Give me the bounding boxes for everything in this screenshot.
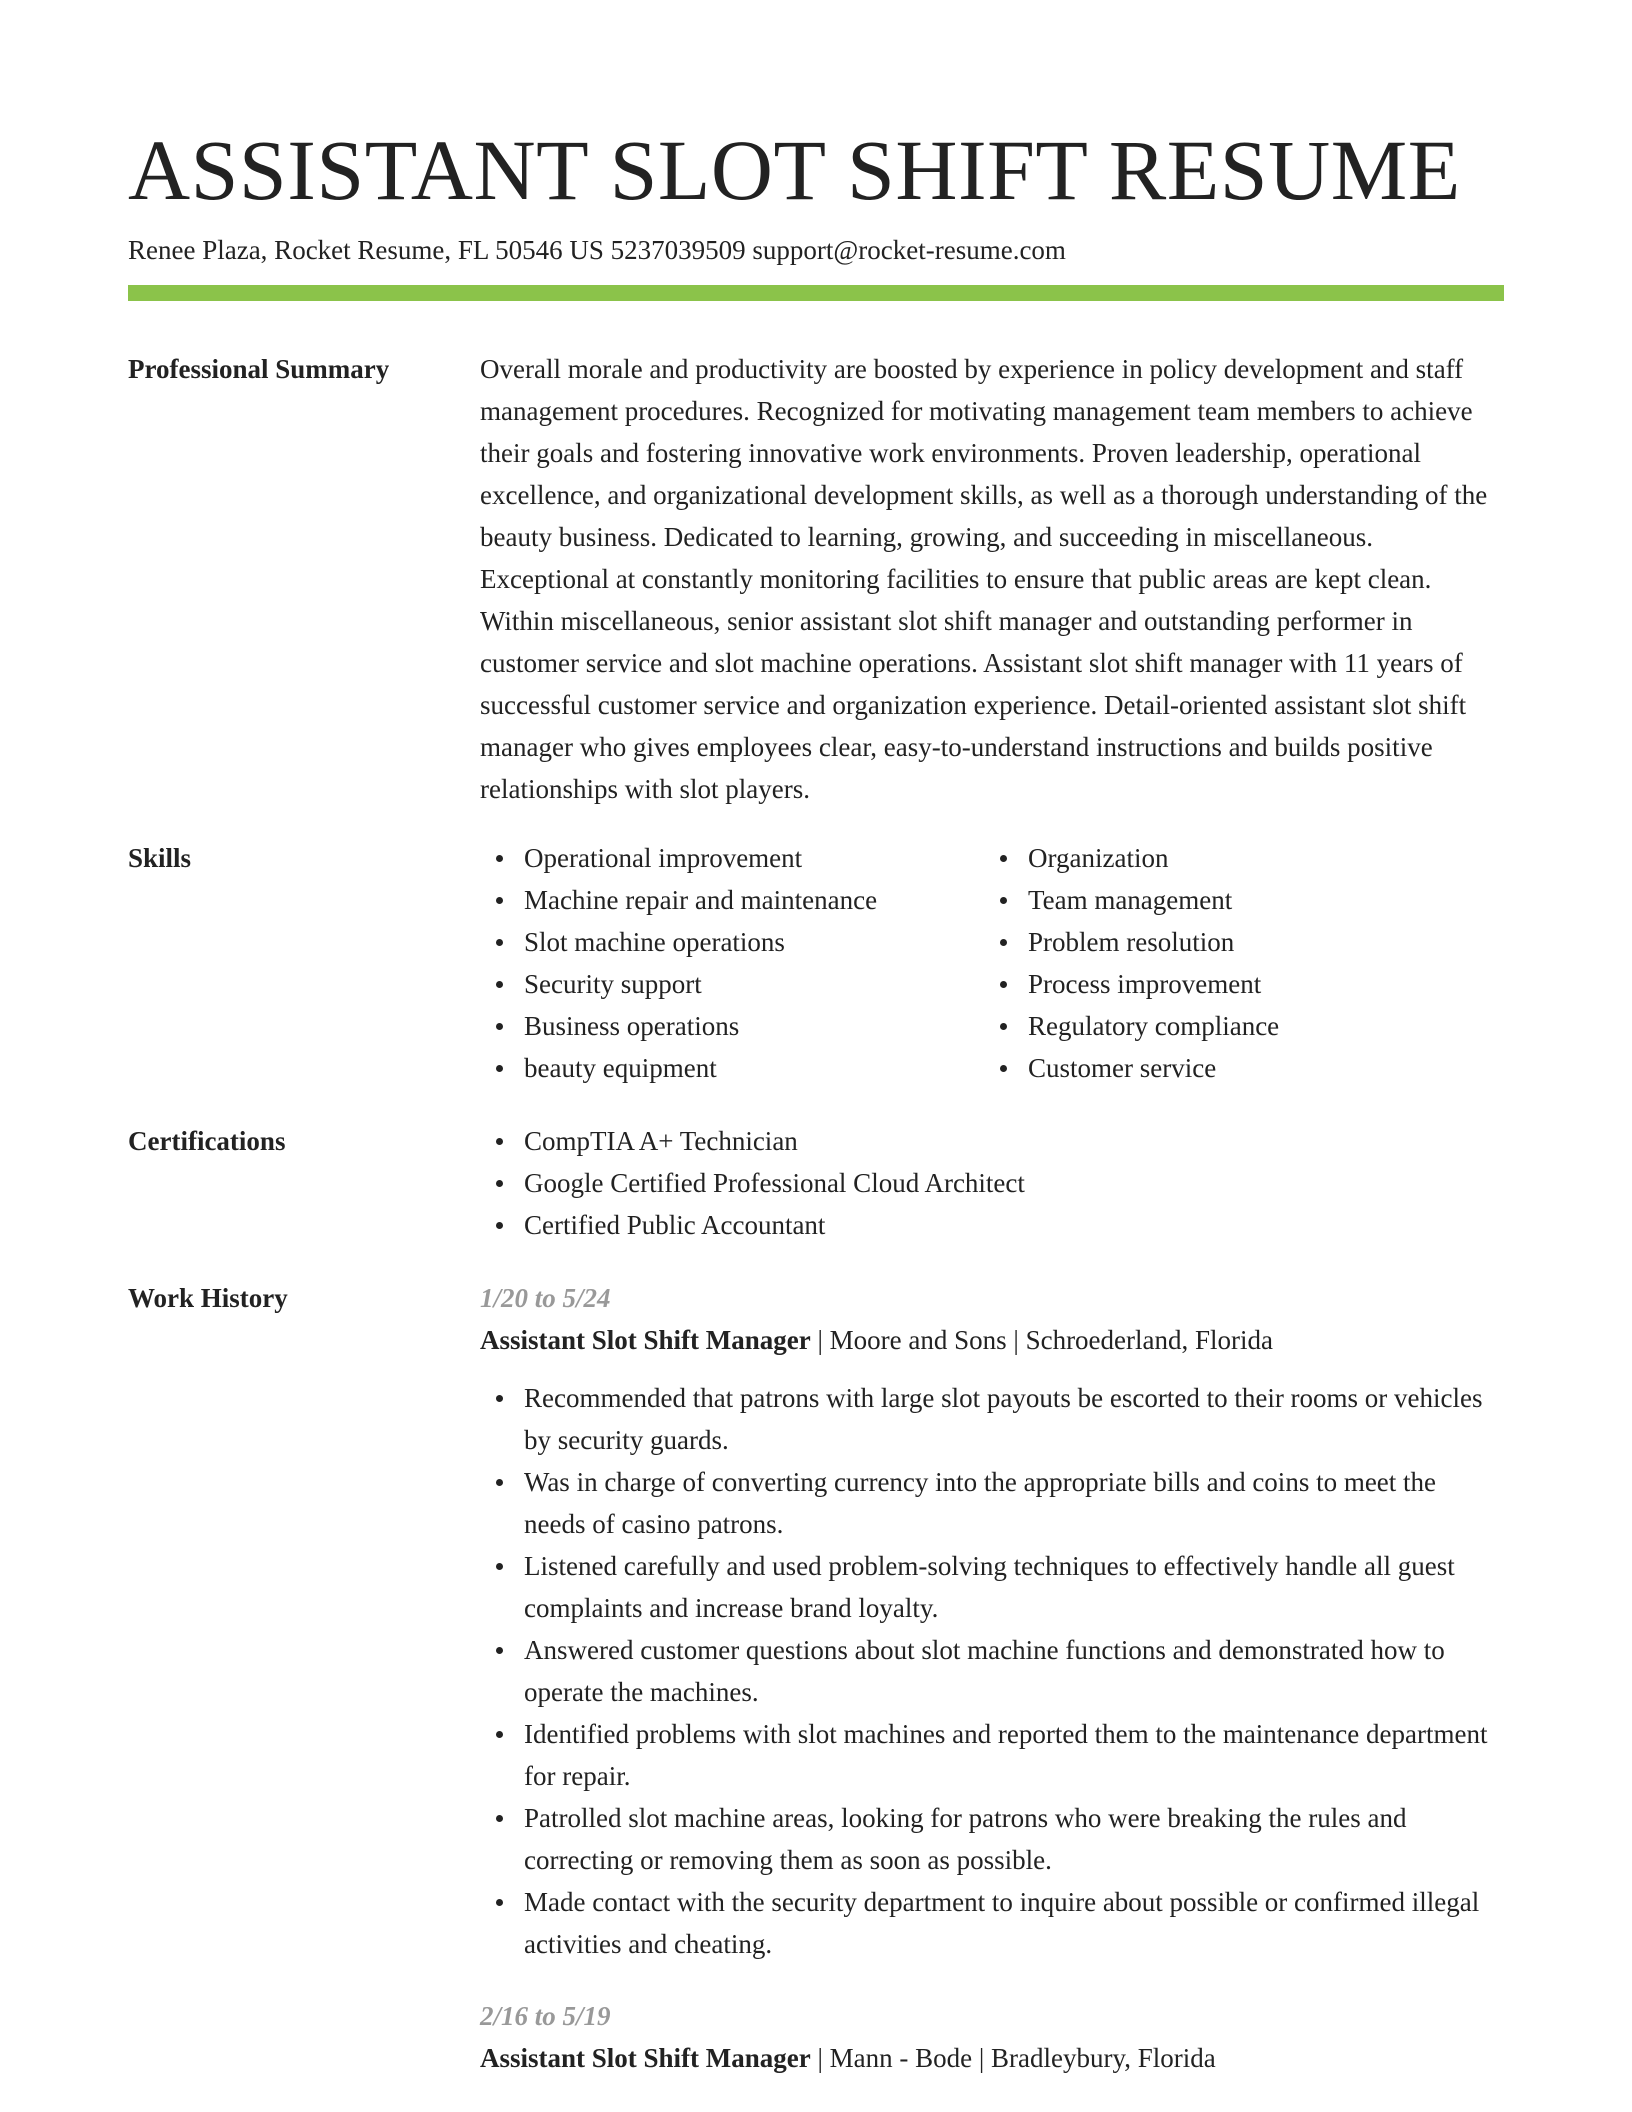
job-title: Assistant Slot Shift Manager [480, 2043, 811, 2073]
work-history-section [480, 1277, 1504, 2079]
summary-text: Overall morale and productivity are boosted by experience in policy development and staff management procedures. Recognized for motivating management team members to achieve their goals and fostering innovative work environments. Proven leadership, operational excellence, and organizational development skills, as well as a thorough understanding of the beauty business. Dedicated to learning, growing, and succeeding in miscellaneous. Exceptional at constantly monitoring facilities to ensure that public areas are kept clean. Within miscellaneous, senior assistant slot shift manager and outstanding performer in customer service and slot machine operations. Assistant slot shift manager with 11 years of successful customer service and organization experience. Detail-oriented assistant slot shift manager who gives employees clear, easy-to-understand instructions and builds positive relationships with slot players. [480, 354, 1488, 804]
certification-item: Certified Public Accountant [480, 1204, 1504, 1246]
skill-item: Problem resolution [984, 921, 1484, 963]
skills-label: Skills [128, 843, 192, 873]
certifications-list [480, 1120, 1504, 1246]
skill-item: Security support [480, 963, 980, 1005]
work-history-label: Work History [128, 1283, 288, 1313]
skill-item: Organization [984, 837, 1484, 879]
job-employer-location: | Mann - Bode | Bradleybury, Florida [810, 2043, 1216, 2073]
job-bullet: Answered customer questions about slot machine functions and demonstrated how to operate the machines. [480, 1629, 1504, 1713]
skill-item: Operational improvement [480, 837, 980, 879]
skills-list-left [480, 837, 980, 1089]
job-bullets [480, 1377, 1504, 1965]
job-entry [480, 1995, 1504, 2079]
job-bullet: Was in charge of converting currency into the appropriate bills and coins to meet the needs of casino patrons. [480, 1461, 1504, 1545]
job-heading [480, 2037, 1504, 2079]
skill-item: Machine repair and maintenance [480, 879, 980, 921]
resume-title: ASSISTANT SLOT SHIFT RESUME [128, 122, 1461, 218]
certification-item: Google Certified Professional Cloud Architect [480, 1162, 1504, 1204]
job-employer-location: | Moore and Sons | Schroederland, Florida [810, 1325, 1273, 1355]
job-dates: 1/20 to 5/24 [480, 1283, 611, 1313]
job-bullet: Identified problems with slot machines and reported them to the maintenance department for repair. [480, 1713, 1504, 1797]
skill-item: Customer service [984, 1047, 1484, 1089]
skill-item: Process improvement [984, 963, 1484, 1005]
job-title: Assistant Slot Shift Manager [480, 1325, 811, 1355]
skill-item: Slot machine operations [480, 921, 980, 963]
contact-line: Renee Plaza, Rocket Resume, FL 50546 US 5237039509 support@rocket-resume.com [128, 235, 1066, 265]
summary-label: Professional Summary [128, 354, 390, 384]
job-entry [480, 1277, 1504, 1965]
skill-item: Regulatory compliance [984, 1005, 1484, 1047]
certifications-section [480, 1120, 1504, 1246]
job-heading [480, 1319, 1504, 1361]
skills-section [480, 837, 1504, 1089]
job-bullet: Listened carefully and used problem-solving techniques to effectively handle all guest complaints and increase brand loyalty. [480, 1545, 1504, 1629]
job-bullet: Made contact with the security department to inquire about possible or confirmed illegal activities and cheating. [480, 1881, 1504, 1965]
job-bullet: Patrolled slot machine areas, looking for patrons who were breaking the rules and correcting or removing them as soon as possible. [480, 1797, 1504, 1881]
skills-list-right [984, 837, 1484, 1089]
job-dates: 2/16 to 5/19 [480, 2001, 611, 2031]
accent-divider [128, 285, 1504, 301]
skill-item: beauty equipment [480, 1047, 980, 1089]
certification-item: CompTIA A+ Technician [480, 1120, 1504, 1162]
skill-item: Business operations [480, 1005, 980, 1047]
job-bullet: Recommended that patrons with large slot payouts be escorted to their rooms or vehicles by security guards. [480, 1377, 1504, 1461]
certifications-label: Certifications [128, 1126, 286, 1156]
skill-item: Team management [984, 879, 1484, 921]
summary-section [480, 348, 1504, 810]
